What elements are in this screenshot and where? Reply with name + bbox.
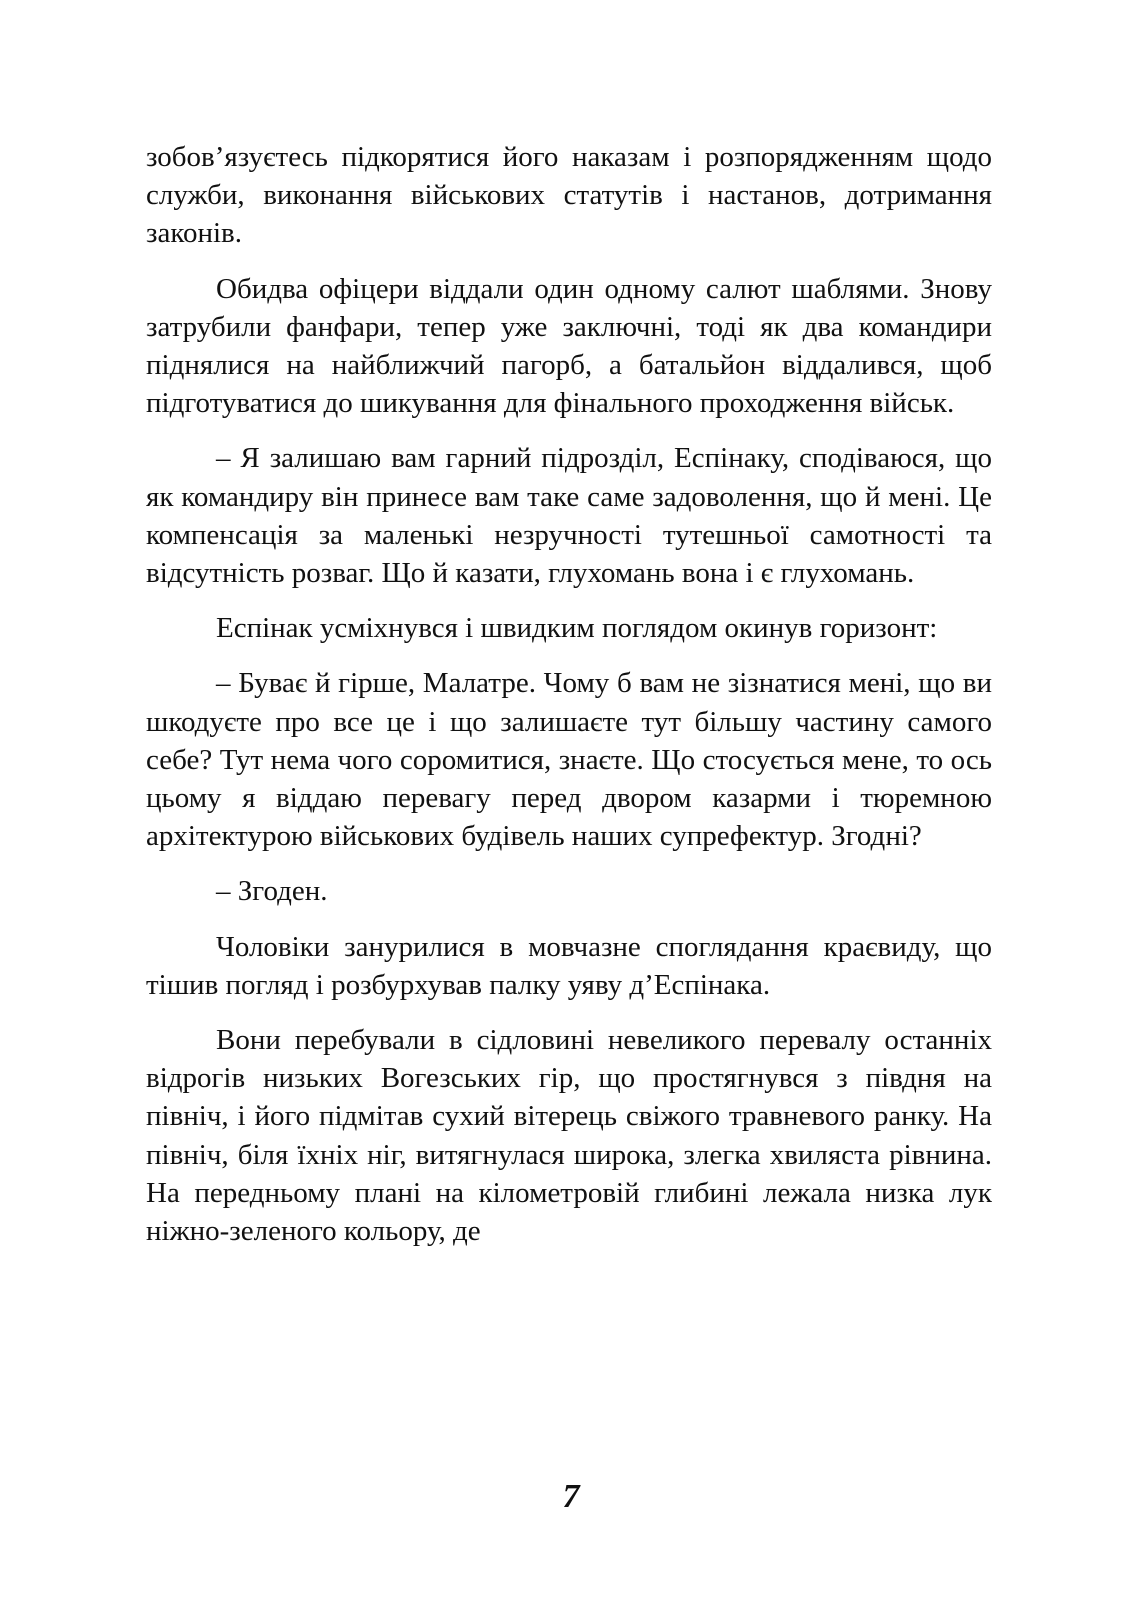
paragraph-5: – Буває й гірше, Малатре. Чому б вам не зізнатися мені, що ви шкодуєте про все це і що залишаєте тут більшу частину самого себе? Тут нема чого соромитися, знаєте. Що стосується мене, то ось цьому я віддаю перевагу перед двором казарми і тюремною архітектурою військових будівель наших супрефектур. Згодні?	[146, 667, 992, 853]
paragraph-2: Обидва офіцери віддали один одному салют шаблями. Знову затрубили фанфари, тепер уже заключні, тоді як два командири піднялися на найближчий пагорб, а батальйон віддалився, щоб підготуватися до шикування для фінального проходження військ.	[146, 272, 992, 420]
page-number: 7	[562, 1478, 580, 1515]
paragraph-6: – Згоден.	[216, 875, 328, 908]
page-body	[146, 138, 992, 1250]
paragraph-4: Еспінак усміхнувся і швидким поглядом окинув горизонт:	[216, 612, 938, 645]
paragraph-3: – Я залишаю вам гарний підрозділ, Еспінаку, сподіваюся, що як командиру він принесе вам таке саме задоволення, що й мені. Це компенсація за маленькі незручності тутешньої самотності та відсутність розваг. Що й казати, глухомань вона і є глухомань.	[146, 442, 992, 590]
paragraph-1: зобов’язуєтесь підкорятися його наказам і розпорядженням щодо служби, виконання військових статутів і настанов, дотримання законів.	[146, 141, 992, 250]
paragraph-8: Вони перебували в сідловині невеликого перевалу останніх відрогів низьких Вогезських гір, що простягнувся з півдня на північ, і його підмітав сухий вітерець свіжого травневого ранку. На північ, біля їхніх ніг, витягнулася широка, злегка хвиляста рівнина. На передньому плані на кілометровій глибині лежала низка лук ніжно-зеленого кольору, де	[146, 1024, 992, 1248]
paragraph-7: Чоловіки занурилися в мовчазне споглядання краєвиду, що тішив погляд і розбурхував палку уяву д’Еспінака.	[146, 930, 992, 1001]
